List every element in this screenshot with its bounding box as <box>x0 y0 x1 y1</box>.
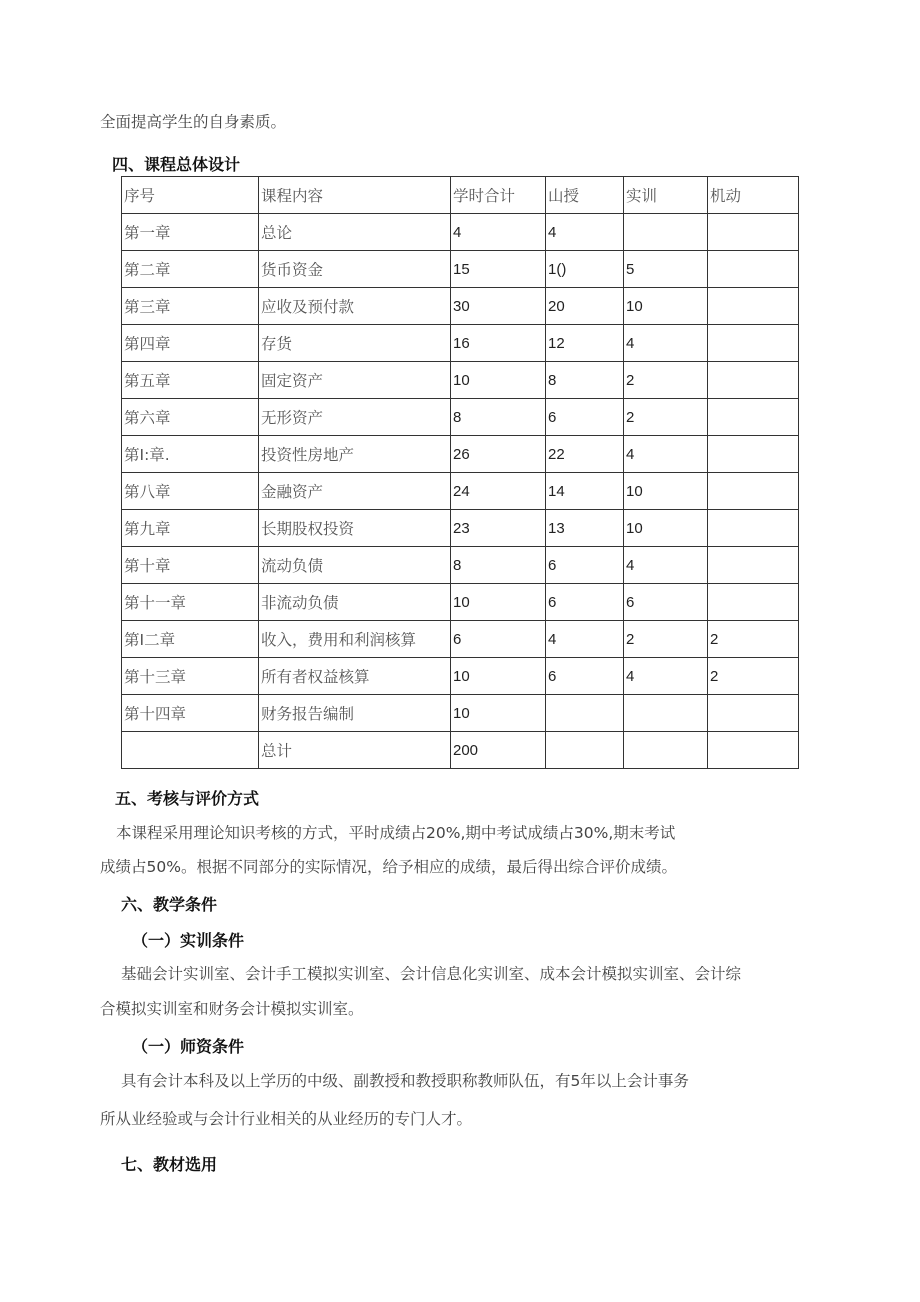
table-cell: 金融资产 <box>259 473 451 510</box>
table-cell: 6 <box>546 584 624 621</box>
faculty-paragraph-line: 所从业经验或与会计行业相关的从业经历的专门人才。 <box>100 1110 473 1128</box>
table-cell: 10 <box>451 362 546 399</box>
table-cell: 5 <box>624 251 708 288</box>
table-row <box>122 547 799 584</box>
table-cell: 第十四章 <box>122 695 259 732</box>
table-cell: 第六章 <box>122 399 259 436</box>
table-cell: 投资性房地产 <box>259 436 451 473</box>
table-cell: 16 <box>451 325 546 362</box>
table-cell <box>708 214 799 251</box>
table-cell: 4 <box>546 621 624 658</box>
table-cell: 第三章 <box>122 288 259 325</box>
table-cell <box>122 732 259 769</box>
table-row <box>122 399 799 436</box>
faculty-paragraph-line: 具有会计本科及以上学历的中级、副教授和教授职称教师队伍，有5年以上会计事务 <box>121 1072 689 1090</box>
table-cell: 序号 <box>122 177 259 214</box>
table-cell: 第I:章. <box>122 436 259 473</box>
table-cell <box>708 547 799 584</box>
table-cell: 6 <box>624 584 708 621</box>
table-cell <box>708 288 799 325</box>
table-cell: 财务报告编制 <box>259 695 451 732</box>
table-cell: 山授 <box>546 177 624 214</box>
intro-text: 全面提高学生的自身素质。 <box>100 113 287 131</box>
table-cell <box>624 732 708 769</box>
table-cell: 所有者权益核算 <box>259 658 451 695</box>
table-cell: 第I二章 <box>122 621 259 658</box>
table-cell: 长期股权投资 <box>259 510 451 547</box>
table-cell: 货币资金 <box>259 251 451 288</box>
table-cell: 10 <box>624 288 708 325</box>
table-cell: 26 <box>451 436 546 473</box>
table-row <box>122 288 799 325</box>
table-row <box>122 621 799 658</box>
table-cell: 4 <box>624 436 708 473</box>
table-cell: 15 <box>451 251 546 288</box>
table-row <box>122 584 799 621</box>
table-cell <box>708 732 799 769</box>
table-cell: 2 <box>624 399 708 436</box>
table-cell <box>624 214 708 251</box>
table-cell <box>624 695 708 732</box>
table-row <box>122 732 799 769</box>
section-5-paragraph-line: 成绩占50%。根据不同部分的实际情况，给予相应的成绩，最后得出综合评价成绩。 <box>100 858 677 876</box>
table-cell: 第一章 <box>122 214 259 251</box>
section-5-paragraph-line: 本课程采用理论知识考核的方式，平时成绩占20%,期中考试成绩占30%,期末考试 <box>116 824 676 842</box>
table-cell: 6 <box>546 547 624 584</box>
table-cell: 非流动负债 <box>259 584 451 621</box>
table-cell: 收入，费用和利润核算 <box>259 621 451 658</box>
table-cell: 总论 <box>259 214 451 251</box>
table-cell: 8 <box>451 547 546 584</box>
table-cell <box>708 251 799 288</box>
table-row <box>122 325 799 362</box>
table-cell: 实训 <box>624 177 708 214</box>
table-cell: 10 <box>624 473 708 510</box>
training-paragraph-line: 合模拟实训室和财务会计模拟实训室。 <box>100 1000 364 1018</box>
table-cell: 10 <box>451 658 546 695</box>
table-cell: 机动 <box>708 177 799 214</box>
table-cell: 第二章 <box>122 251 259 288</box>
table-cell: 10 <box>624 510 708 547</box>
table-cell <box>708 362 799 399</box>
table-cell: 4 <box>624 547 708 584</box>
table-cell: 应收及预付款 <box>259 288 451 325</box>
table-cell <box>708 325 799 362</box>
table-cell <box>708 584 799 621</box>
table-cell: 200 <box>451 732 546 769</box>
table-cell: 6 <box>451 621 546 658</box>
table-cell: 10 <box>451 584 546 621</box>
subsection-training-heading: （一）实训条件 <box>132 931 245 950</box>
table-cell: 第十三章 <box>122 658 259 695</box>
table-row <box>122 658 799 695</box>
table-cell: 22 <box>546 436 624 473</box>
table-cell <box>708 473 799 510</box>
table-cell: 第八章 <box>122 473 259 510</box>
course-design-table <box>121 176 799 769</box>
table-cell: 30 <box>451 288 546 325</box>
table-cell: 2 <box>624 621 708 658</box>
table-cell: 4 <box>546 214 624 251</box>
table-cell: 10 <box>451 695 546 732</box>
table-cell: 第九章 <box>122 510 259 547</box>
table-cell: 13 <box>546 510 624 547</box>
table-row <box>122 214 799 251</box>
table-cell: 8 <box>451 399 546 436</box>
table-cell: 14 <box>546 473 624 510</box>
table-cell: 流动负债 <box>259 547 451 584</box>
table-cell: 6 <box>546 658 624 695</box>
table-row <box>122 436 799 473</box>
table-cell: 4 <box>624 325 708 362</box>
table-cell: 课程内容 <box>259 177 451 214</box>
table-cell: 6 <box>546 399 624 436</box>
section-6-heading: 六、教学条件 <box>121 895 218 914</box>
table-cell: 23 <box>451 510 546 547</box>
table-cell: 固定资产 <box>259 362 451 399</box>
table-cell <box>708 399 799 436</box>
table-cell: 1() <box>546 251 624 288</box>
table-row <box>122 362 799 399</box>
table-row <box>122 695 799 732</box>
table-cell: 第十一章 <box>122 584 259 621</box>
table-cell: 总计 <box>259 732 451 769</box>
table-cell <box>708 695 799 732</box>
table-cell: 4 <box>624 658 708 695</box>
table-header-row <box>122 177 799 214</box>
table-cell: 第十章 <box>122 547 259 584</box>
table-cell: 学时合计 <box>451 177 546 214</box>
table-cell: 2 <box>624 362 708 399</box>
table-cell: 12 <box>546 325 624 362</box>
table-cell <box>546 732 624 769</box>
table-cell: 无形资产 <box>259 399 451 436</box>
table-cell: 8 <box>546 362 624 399</box>
table-cell: 存货 <box>259 325 451 362</box>
table-cell <box>546 695 624 732</box>
table-cell: 2 <box>708 658 799 695</box>
table-cell: 4 <box>451 214 546 251</box>
table-cell <box>708 436 799 473</box>
subsection-faculty-heading: （一）师资条件 <box>132 1037 245 1056</box>
table-cell: 第五章 <box>122 362 259 399</box>
section-4-heading: 四、课程总体设计 <box>112 155 241 174</box>
section-7-heading: 七、教材选用 <box>121 1155 218 1174</box>
table-cell: 20 <box>546 288 624 325</box>
table-row <box>122 251 799 288</box>
section-5-heading: 五、考核与评价方式 <box>115 789 260 808</box>
table-cell: 24 <box>451 473 546 510</box>
table-cell: 2 <box>708 621 799 658</box>
table-row <box>122 473 799 510</box>
table-cell: 第四章 <box>122 325 259 362</box>
table-row <box>122 510 799 547</box>
training-paragraph-line: 基础会计实训室、会计手工模拟实训室、会计信息化实训室、成本会计模拟实训室、会计综 <box>121 965 742 983</box>
table-cell <box>708 510 799 547</box>
